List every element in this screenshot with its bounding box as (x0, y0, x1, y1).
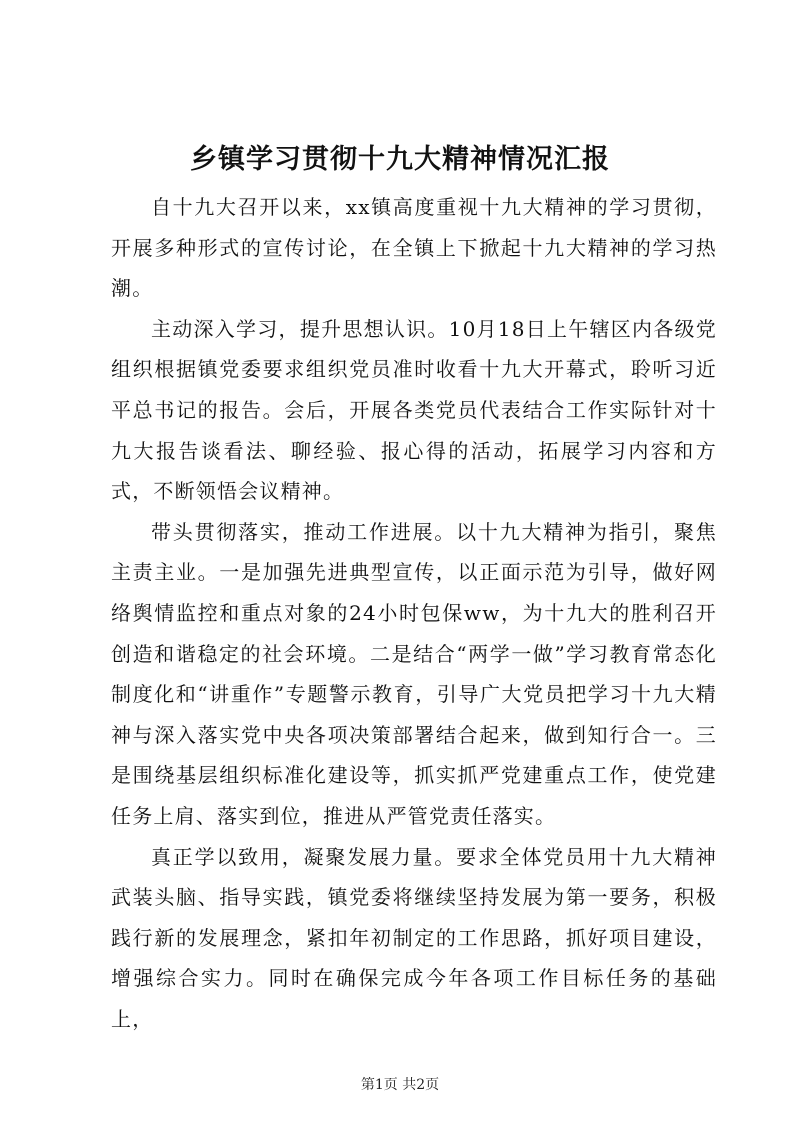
paragraph-study: 主动深入学习，提升思想认识。10月18日上午辖区内各级党组织根据镇党委要求组织党员准时收看十九大开幕式，聆听习近平总书记的报告。会后，开展各类党员代表结合工作实际针对十九大报告谈看法、聊经验、报心得的活动，拓展学习内容和方式，不断领悟会议精神。 (111, 316, 717, 504)
paragraph-apply: 真正学以致用，凝聚发展力量。要求全体党员用十九大精神武装头脑、指导实践，镇党委将继续坚持发展为第一要务，积极践行新的发展理念，紧扣年初制定的工作思路，抓好项目建设，增强综合实力。同时在确保完成今年各项工作目标任务的基础上， (111, 844, 717, 1031)
document-title: 乡镇学习贯彻十九大精神情况汇报 (190, 144, 610, 175)
document-body (111, 187, 717, 1039)
paragraph-implement: 带头贯彻落实，推动工作进展。以十九大精神为指引，聚焦主责主业。一是加强先进典型宣传，以正面示范为引导，做好网络舆情监控和重点对象的24小时包保ww，为十九大的胜利召开创造和谐稳定的社会环境。二是结合“两学一做”学习教育常态化制度化和“讲重作”专题警示教育，引导广大党员把学习十九大精神与深入落实党中央各项决策部署结合起来，做到知行合一。三是围绕基层组织标准化建设等，抓实抓严党建重点工作，使党建任务上肩、落实到位，推进从严管党责任落实。 (111, 519, 717, 828)
page-number: 第1页 (360, 1077, 398, 1093)
page-total: 共2页 (402, 1077, 440, 1093)
page-footer (0, 1076, 800, 1094)
paragraph-intro: 自十九大召开以来，xx镇高度重视十九大精神的学习贯彻，开展多种形式的宣传讨论，在全镇上下掀起十九大精神的学习热潮。 (111, 195, 717, 301)
